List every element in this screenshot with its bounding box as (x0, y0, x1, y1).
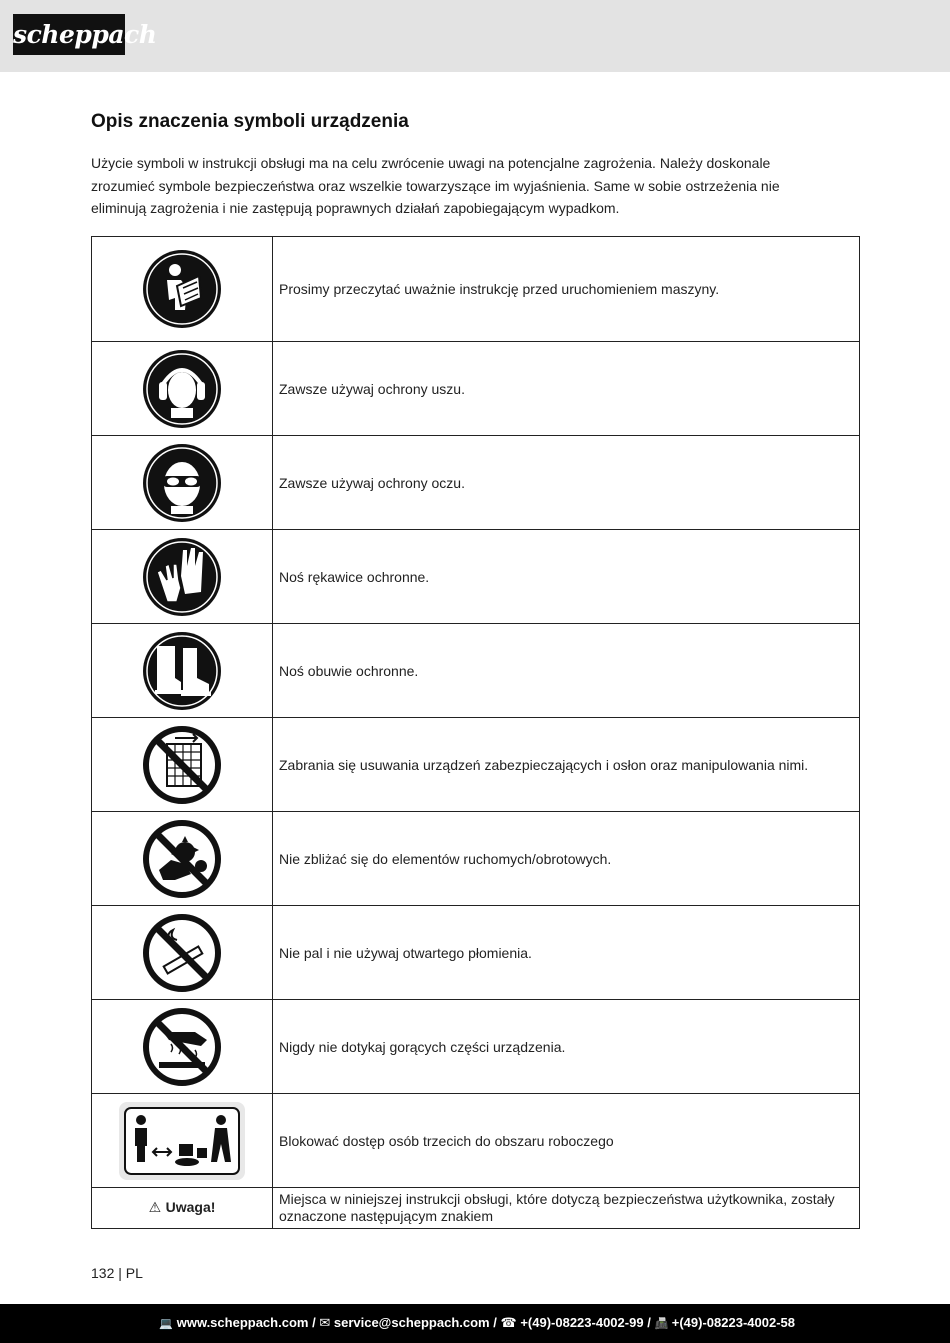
mail-icon: ✉ (319, 1315, 331, 1330)
fax-icon: 📠 (654, 1318, 669, 1330)
symbol-description: Zawsze używaj ochrony oczu. (273, 436, 860, 530)
section-title: Opis znaczenia symboli urządzenia (91, 111, 409, 132)
no-smoking-icon (141, 912, 223, 994)
table-row (92, 1000, 860, 1094)
ear-protection-icon (141, 348, 223, 430)
table-row (92, 342, 860, 436)
no-guard-removal-icon (141, 724, 223, 806)
symbol-description: Noś obuwie ochronne. (273, 624, 860, 718)
read-manual-icon (141, 248, 223, 330)
symbol-description: Zabrania się usuwania urządzeń zabezpieczających i osłon oraz manipulowania nimi. (273, 718, 860, 812)
warning-description: Miejsca w niniejszej instrukcji obsługi, które dotyczą bezpieczeństwa użytkownika, zostały oznaczone następującym znakiem (273, 1188, 860, 1229)
email-link[interactable]: service@scheppach.com (333, 1315, 490, 1330)
keep-distance-icon (117, 1100, 247, 1182)
symbol-description: Noś rękawice ochronne. (273, 530, 860, 624)
symbol-description: Prosimy przeczytać uważnie instrukcję przed uruchomieniem maszyny. (273, 237, 860, 342)
website-link[interactable]: www.scheppach.com (176, 1315, 309, 1330)
phone-icon: ☎ (500, 1315, 517, 1330)
symbol-description: Zawsze używaj ochrony uszu. (273, 342, 860, 436)
table-row (92, 624, 860, 718)
eye-protection-icon (141, 442, 223, 524)
table-row-warning (92, 1188, 860, 1229)
header-bar (0, 0, 950, 72)
phone-number: +(49)-08223-4002-99 (520, 1315, 644, 1330)
symbol-description: Blokować dostęp osób trzecich do obszaru roboczego (273, 1094, 860, 1188)
contact-line: 💻 www.scheppach.com / ✉ service@scheppach.com / ☎ +(49)-08223-4002-99 / 📠 +(49)-08223-4002-58 (159, 1315, 795, 1330)
page-separator: | (118, 1265, 122, 1281)
gloves-icon (141, 536, 223, 618)
warning-triangle-icon: ⚠ (148, 1199, 162, 1215)
table-row (92, 906, 860, 1000)
safety-boots-icon (141, 630, 223, 712)
table-row (92, 237, 860, 342)
page-number: 132 | PL (91, 1265, 143, 1281)
table-row (92, 812, 860, 906)
symbol-description: Nie zbliżać się do elementów ruchomych/obrotowych. (273, 812, 860, 906)
no-moving-parts-icon (141, 818, 223, 900)
table-row (92, 530, 860, 624)
table-row (92, 1094, 860, 1188)
no-hot-surface-icon (141, 1006, 223, 1088)
fax-number: +(49)-08223-4002-58 (671, 1315, 795, 1330)
footer-bar (0, 1304, 950, 1343)
table-row (92, 436, 860, 530)
computer-icon: 💻 (159, 1318, 174, 1330)
warning-label: Uwaga! (165, 1199, 216, 1215)
symbol-description: Nie pal i nie używaj otwartego płomienia. (273, 906, 860, 1000)
table-row (92, 718, 860, 812)
symbol-description: Nigdy nie dotykaj gorących części urządzenia. (273, 1000, 860, 1094)
symbols-table (91, 236, 860, 1229)
intro-paragraph: Użycie symboli w instrukcji obsługi ma na celu zwrócenie uwagi na potencjalne zagrożenia. Należy doskonale zrozumieć symbole bezpieczeństwa oraz wszelkie towarzyszące im wyjaśnienia. Same w sobie ostrzeżenia nie eliminują zagrożenia i nie zastępują poprawnych działań zapobiegającym wypadkom. (91, 155, 780, 216)
scheppach-logo: scheppach (13, 14, 125, 55)
